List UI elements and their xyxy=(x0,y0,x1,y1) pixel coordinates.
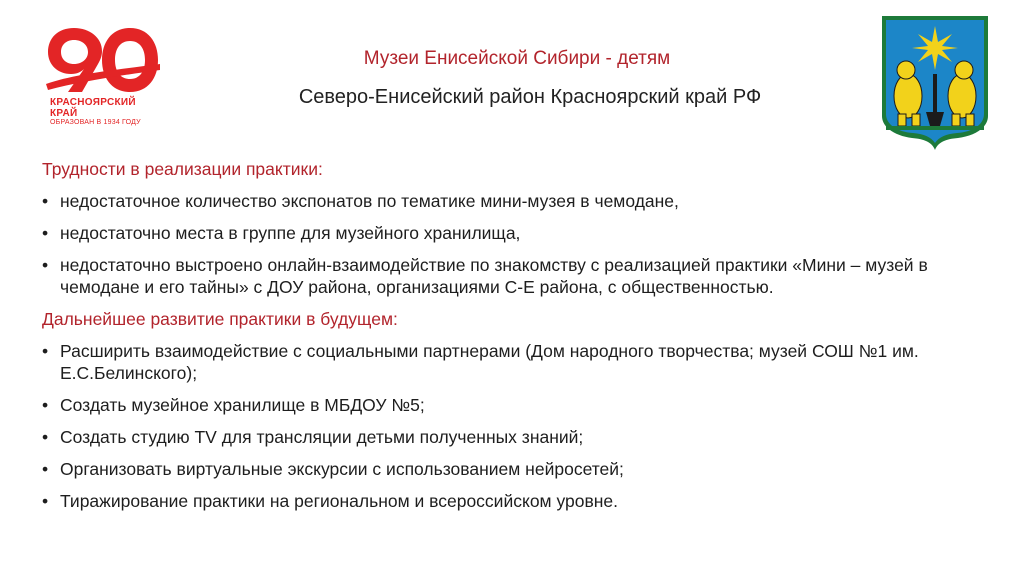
bullet: • xyxy=(42,223,49,243)
list-item-text: недостаточно места в группе для музейного хранилища, xyxy=(60,223,521,243)
list-item xyxy=(42,222,1002,244)
section-heading-future: Дальнейшее развитие практики в будущем: xyxy=(42,309,398,329)
list-item-text: Создать студию TV для трансляции детьми полученных знаний; xyxy=(60,427,584,447)
logo-line-1: КРАСНОЯРСКИЙ xyxy=(50,97,136,108)
slide-body xyxy=(42,158,1002,522)
list-item-text: Создать музейное хранилище в МБДОУ №5; xyxy=(60,395,425,415)
logo-founded-text: ОБРАЗОВАН В 1934 ГОДУ xyxy=(50,119,141,126)
list-item xyxy=(42,190,1002,212)
list-item-text: Тиражирование практики на региональном и всероссийском уровне. xyxy=(60,491,619,511)
bullet: • xyxy=(42,341,49,361)
bullet: • xyxy=(42,491,49,511)
coat-of-arms-icon xyxy=(878,12,992,154)
list-item xyxy=(42,490,1002,512)
page-subtitle: Северо-Енисейский район Красноярский край РФ xyxy=(298,86,762,108)
bullet: • xyxy=(42,395,49,415)
list-item-text: недостаточное количество экспонатов по тематике мини-музея в чемодане, xyxy=(60,191,679,211)
bullet: • xyxy=(42,255,49,275)
list-item-text: Организовать виртуальные экскурсии с использованием нейросетей; xyxy=(60,459,624,479)
bullet: • xyxy=(42,427,49,447)
logo-line-2: КРАЙ xyxy=(50,108,78,119)
list-item xyxy=(42,340,1002,384)
list-item xyxy=(42,426,1002,448)
list-item-text: недостаточно выстроено онлайн-взаимодействие по знакомству с реализацией практики «Мини – музей в чемодане и его тайны» с ДОУ района, организациями С-Е района, с общественностью. xyxy=(60,255,928,297)
bullet: • xyxy=(42,459,49,479)
list-item xyxy=(42,394,1002,416)
section-heading-difficulties: Трудности в реализации практики: xyxy=(42,159,323,179)
list-item-text: Расширить взаимодействие с социальными партнерами (Дом народного творчества; музей СОШ №1 им. Е.С.Белинского); xyxy=(60,341,919,383)
list-item xyxy=(42,458,1002,480)
list-item xyxy=(42,254,1002,298)
page-title: Музеи Енисейской Сибири - детям xyxy=(363,48,671,69)
bullet: • xyxy=(42,191,49,211)
